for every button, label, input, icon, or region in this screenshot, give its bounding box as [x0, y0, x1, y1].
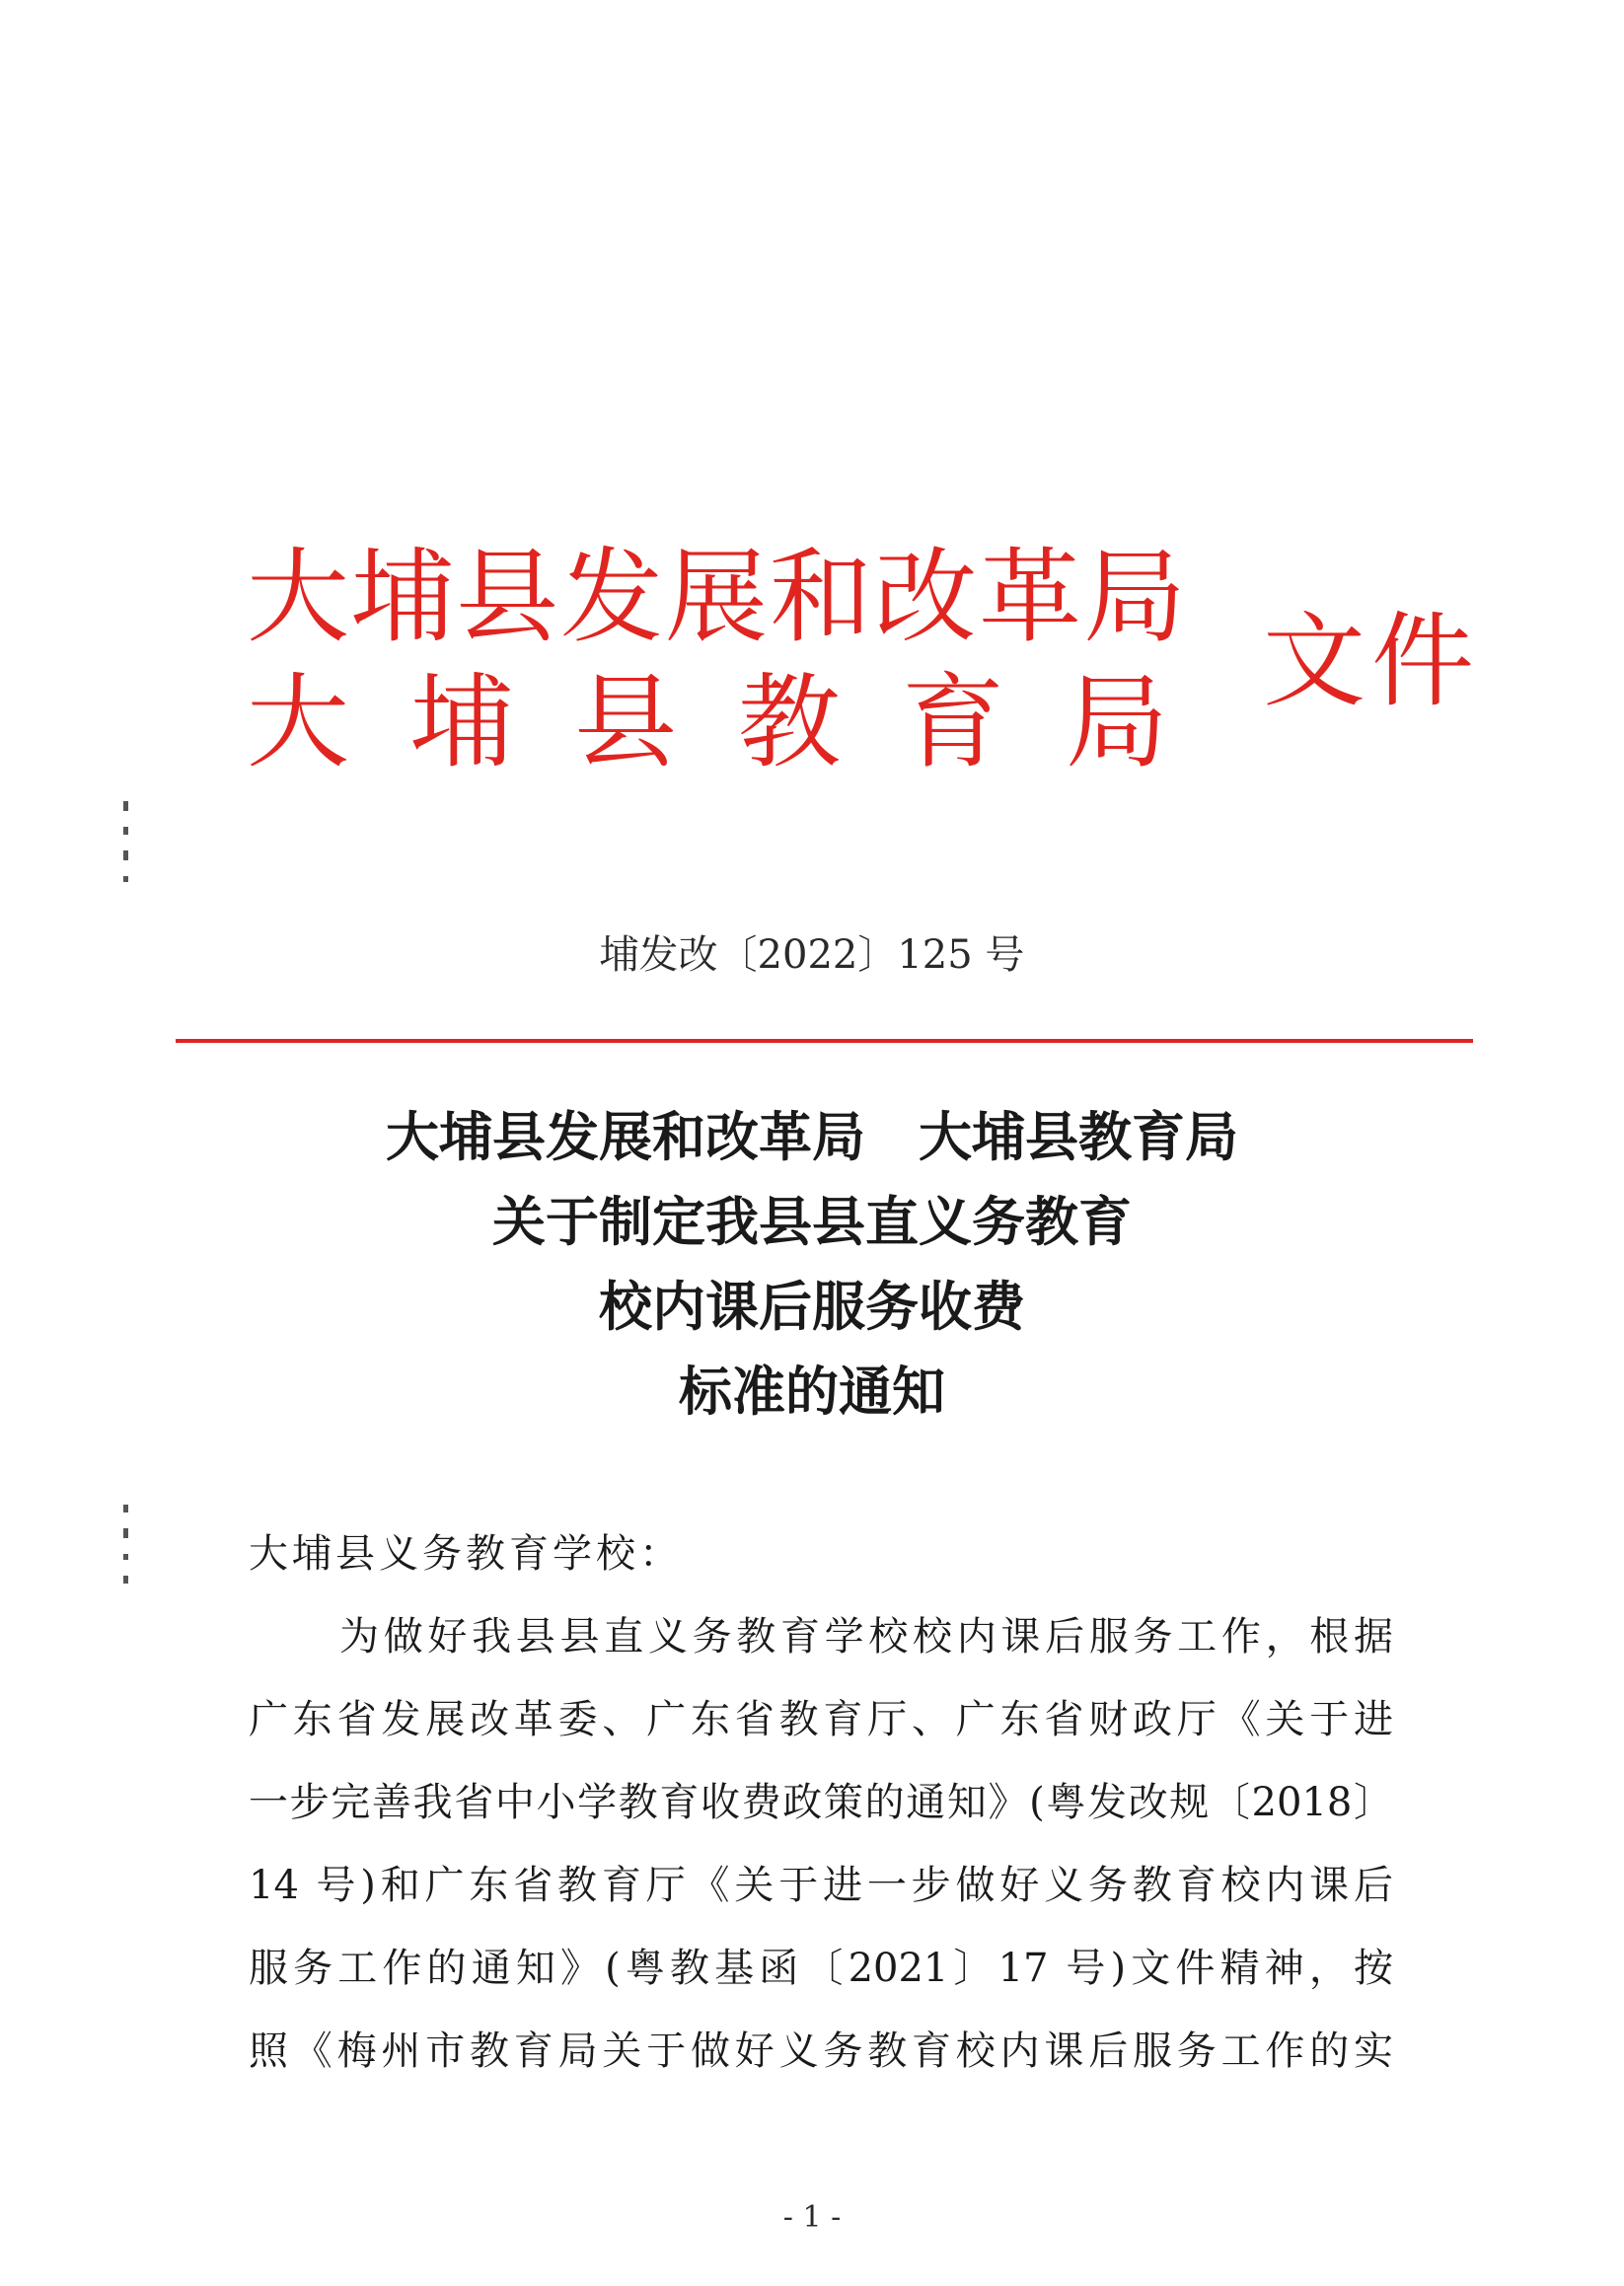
title-line: 关于制定我县县直义务教育: [492, 1191, 1132, 1253]
title-line: 标准的通知: [679, 1361, 945, 1423]
document-body: [249, 1512, 1393, 2093]
document-title: [0, 1095, 1624, 1435]
paragraph-line: 广东省发展改革委、广东省教育厅、广东省财政厅《关于进: [249, 1697, 1393, 1742]
salutation: 大埔县义务教育学校：: [249, 1531, 683, 1577]
paragraph-line: 一步完善我省中小学教育收费政策的通知》(粤发改规〔2018〕: [249, 1780, 1393, 1825]
paragraph-line: 服务工作的通知》(粤教基函〔2021〕17 号)文件精神，按: [249, 1946, 1393, 1991]
binding-hole-marks: [123, 801, 128, 898]
paragraph-line: 照《梅州市教育局关于做好义务教育校内课后服务工作的实: [249, 2028, 1393, 2074]
document-type-label: 文件: [1263, 601, 1481, 721]
red-separator-line: [176, 1039, 1473, 1043]
document-number: 埔发改〔2022〕125 号: [599, 932, 1025, 978]
title-line: 校内课后服务收费: [599, 1276, 1025, 1338]
paragraph-line: 为做好我县县直义务教育学校校内课后服务工作，根据: [339, 1614, 1393, 1659]
page-number: - 1 -: [782, 2200, 842, 2235]
issuer-name-education-bureau: 大埔县教育局: [247, 662, 1230, 782]
title-line: 大埔县发展和改革局 大埔县教育局: [386, 1106, 1238, 1168]
paragraph-line: 14 号)和广东省教育厅《关于进一步做好义务教育校内课后: [249, 1863, 1393, 1908]
issuer-name-development-reform: 大埔县发展和改革局: [247, 537, 1189, 657]
red-header: [0, 0, 1624, 809]
binding-hole-marks: [123, 1505, 128, 1599]
